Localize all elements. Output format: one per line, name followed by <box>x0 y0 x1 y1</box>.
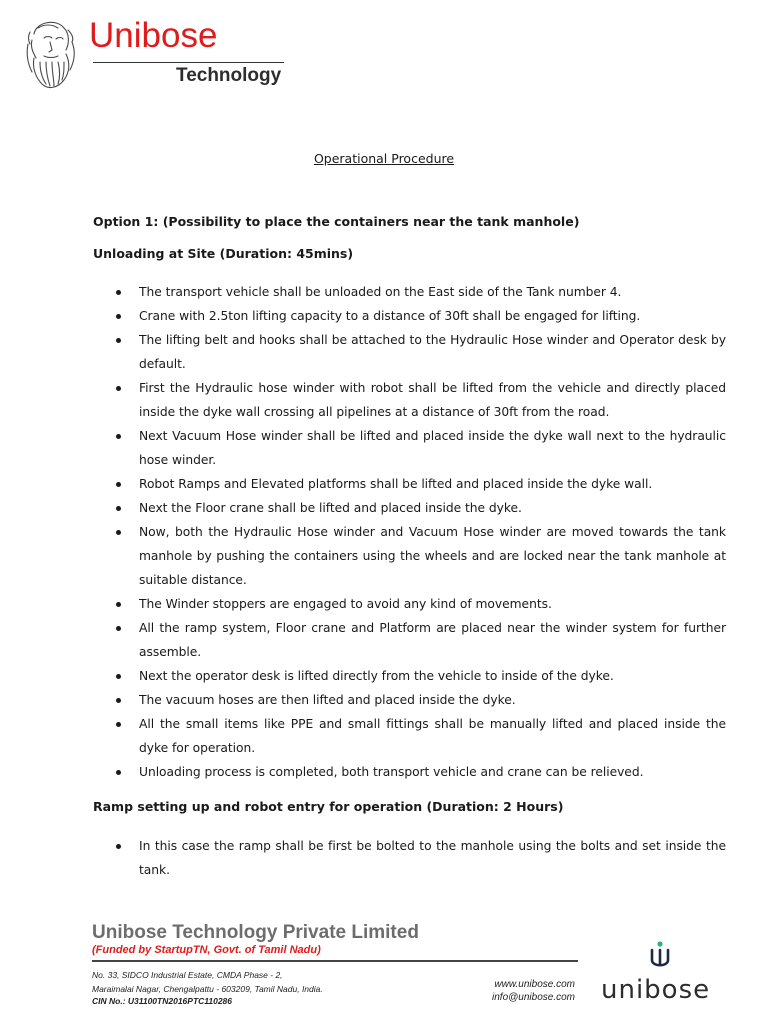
unibose-logo-icon <box>648 940 672 972</box>
ramp-heading: Ramp setting up and robot entry for operation (Duration: 2 Hours) <box>93 799 564 814</box>
list-item: The lifting belt and hooks shall be attached to the Hydraulic Hose winder and Operator desk by default. <box>93 328 726 376</box>
document-title: Operational Procedure <box>313 151 455 166</box>
footer-cin: CIN No.: U31100TN2016PTC110286 <box>92 996 233 1006</box>
ramp-list <box>93 834 726 882</box>
footer-company-name: Unibose Technology Private Limited <box>92 922 419 943</box>
brand-subtitle: Technology <box>176 65 282 86</box>
list-item: The vacuum hoses are then lifted and placed inside the dyke. <box>93 688 726 712</box>
list-item: All the ramp system, Floor crane and Platform are placed near the winder system for further assemble. <box>93 616 726 664</box>
list-item: First the Hydraulic hose winder with robot shall be lifted from the vehicle and directly placed inside the dyke wall crossing all pipelines at a distance of 30ft from the road. <box>93 376 726 424</box>
list-item: Next the operator desk is lifted directly from the vehicle to inside of the dyke. <box>93 664 726 688</box>
option-heading: Option 1: (Possibility to place the containers near the tank manhole) <box>93 214 580 229</box>
list-item: Next the Floor crane shall be lifted and placed inside the dyke. <box>93 496 726 520</box>
unloading-list <box>93 280 726 784</box>
address-line: Maraimalai Nagar, Chengalpattu - 603209, Tamil Nadu, India. <box>92 984 323 994</box>
list-item: Crane with 2.5ton lifting capacity to a distance of 30ft shall be engaged for lifting. <box>93 304 726 328</box>
footer-divider <box>92 960 578 962</box>
list-item: Now, both the Hydraulic Hose winder and Vacuum Hose winder are moved towards the tank manhole by pushing the containers using the wheels and are locked near the tank manhole at suitable distance. <box>93 520 726 592</box>
list-item: The Winder stoppers are engaged to avoid any kind of movements. <box>93 592 726 616</box>
unibose-logo-wordmark: unibose <box>601 975 711 1005</box>
list-item: In this case the ramp shall be first be bolted to the manhole using the bolts and set inside the tank. <box>93 834 726 882</box>
list-item: Unloading process is completed, both transport vehicle and crane can be relieved. <box>93 760 726 784</box>
sage-logo-icon <box>22 14 80 90</box>
list-item: The transport vehicle shall be unloaded on the East side of the Tank number 4. <box>93 280 726 304</box>
list-item: Next Vacuum Hose winder shall be lifted and placed inside the dyke wall next to the hydraulic hose winder. <box>93 424 726 472</box>
unloading-heading: Unloading at Site (Duration: 45mins) <box>93 246 354 261</box>
list-item: All the small items like PPE and small fittings shall be manually lifted and placed inside the dyke for operation. <box>93 712 726 760</box>
website-link[interactable]: www.unibose.com <box>494 979 575 990</box>
brand-divider <box>93 62 284 63</box>
email-link[interactable]: info@unibose.com <box>492 992 575 1003</box>
address-line: No. 33, SIDCO Industrial Estate, CMDA Phase - 2, <box>92 970 283 980</box>
brand-name: Unibose <box>89 16 218 55</box>
list-item: Robot Ramps and Elevated platforms shall be lifted and placed inside the dyke wall. <box>93 472 726 496</box>
footer-funded-note: (Funded by StartupTN, Govt. of Tamil Nadu) <box>92 944 321 956</box>
footer-contact <box>460 978 575 1004</box>
footer-address <box>92 968 323 996</box>
